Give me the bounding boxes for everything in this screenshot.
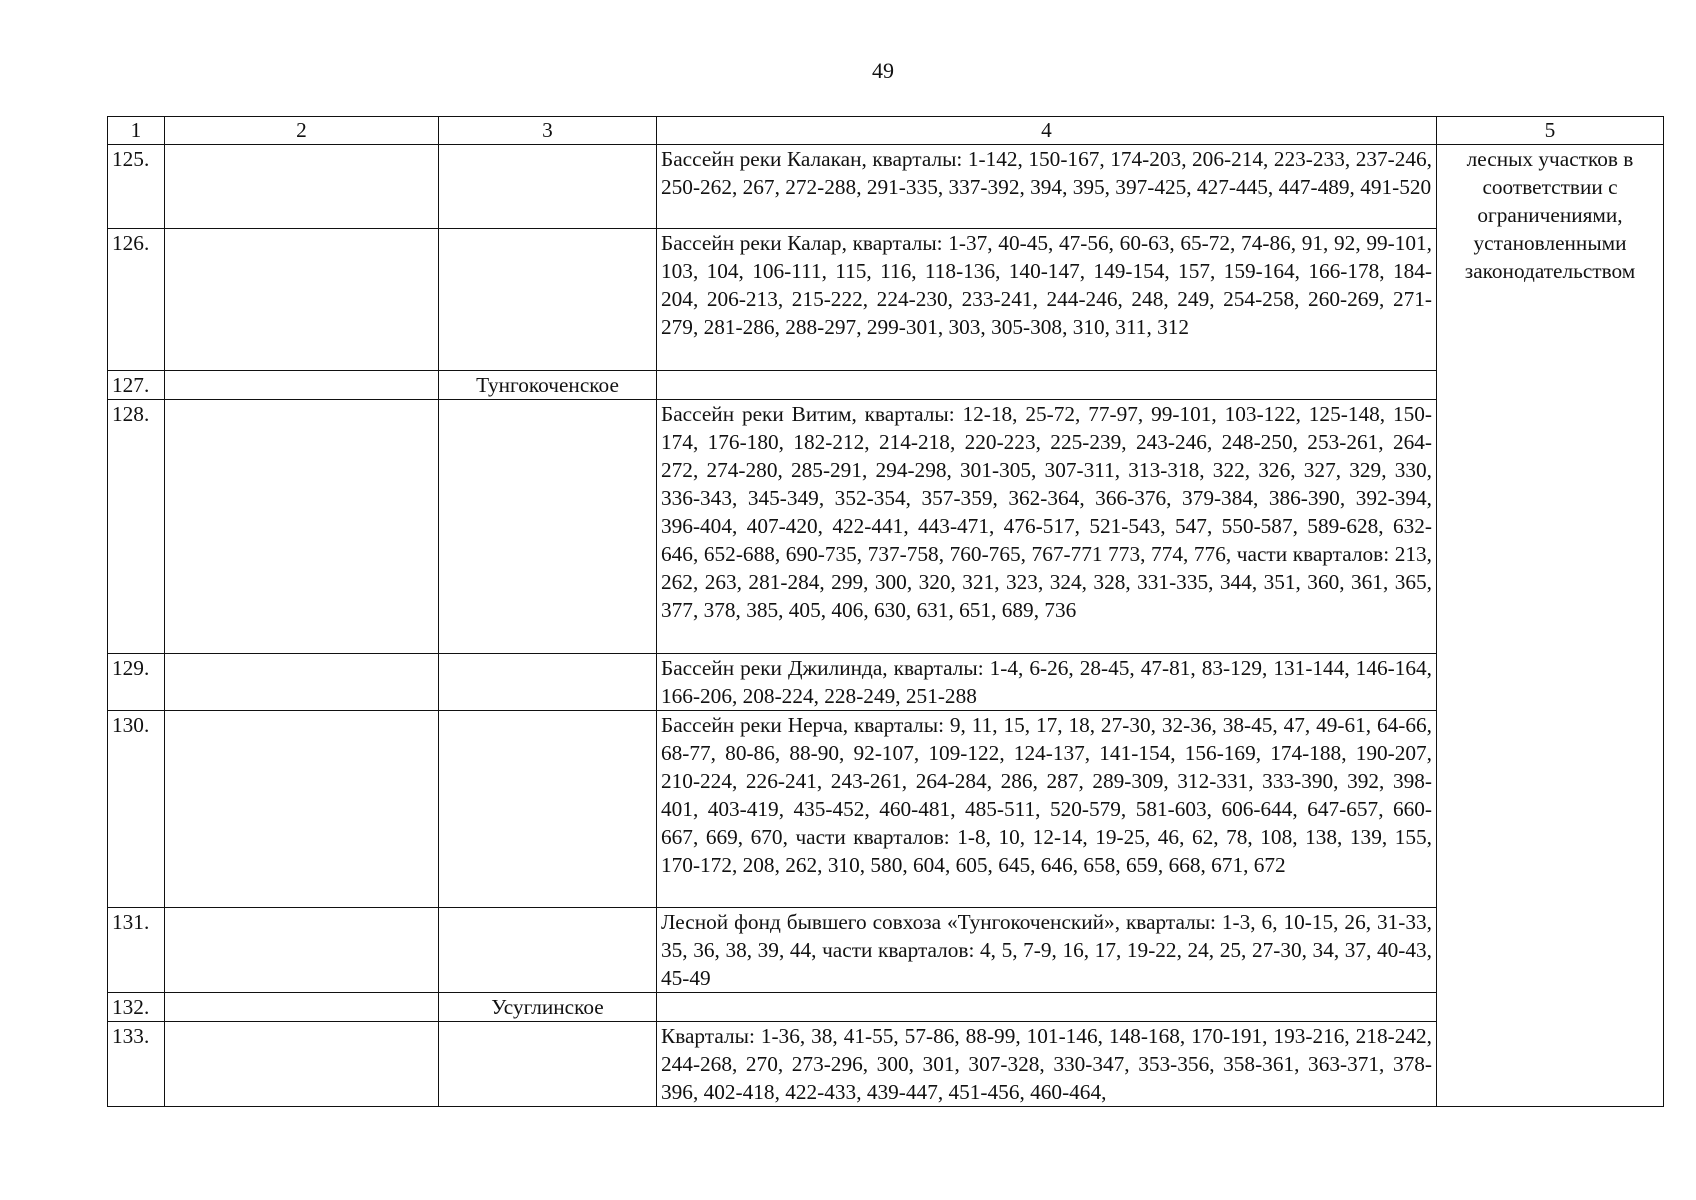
row-number: 133. <box>108 1022 165 1107</box>
column-header: 2 <box>165 117 439 145</box>
row-area <box>439 229 657 371</box>
table-row <box>108 711 1664 908</box>
row-description: Кварталы: 1-36, 38, 41-55, 57-86, 88-99, 101-146, 148-168, 170-191, 193-216, 218-242, 244-268, 270, 273-296, 300, 301, 307-328, 330-347, 353-356, 358-361, 363-371, 378-396, 402-418, 422-433, 439-447, 451-456, 460-464, <box>657 1022 1437 1107</box>
row-number: 127. <box>108 371 165 400</box>
row-description <box>657 993 1437 1022</box>
row-col2 <box>165 908 439 993</box>
row-description <box>657 371 1437 400</box>
row-col2 <box>165 229 439 371</box>
restrictions-note: лесных участков в соответствии с ограничениями, установленными законодательством <box>1437 145 1664 1107</box>
table-row <box>108 654 1664 711</box>
row-area: Тунгокоченское <box>439 371 657 400</box>
column-header: 3 <box>439 117 657 145</box>
row-col2 <box>165 371 439 400</box>
table-row <box>108 400 1664 654</box>
column-header: 5 <box>1437 117 1664 145</box>
row-number: 125. <box>108 145 165 229</box>
table-row <box>108 993 1664 1022</box>
column-header: 1 <box>108 117 165 145</box>
row-description: Бассейн реки Витим, кварталы: 12-18, 25-72, 77-97, 99-101, 103-122, 125-148, 150-174, 176-180, 182-212, 214-218, 220-223, 225-239, 243-246, 248-250, 253-261, 264-272, 274-280, 285-291, 294-298, 301-305, 307-311, 313-318, 322, 326, 327, 329, 330, 336-343, 345-349, 352-354, 357-359, 362-364, 366-376, 379-384, 386-390, 392-394, 396-404, 407-420, 422-441, 443-471, 476-517, 521-543, 547, 550-587, 589-628, 632-646, 652-688, 690-735, 737-758, 760-765, 767-771 773, 774, 776, части кварталов: 213, 262, 263, 281-284, 299, 300, 320, 321, 323, 324, 328, 331-335, 344, 351, 360, 361, 365, 377, 378, 385, 405, 406, 630, 631, 651, 689, 736 <box>657 400 1437 654</box>
row-area <box>439 145 657 229</box>
row-number: 126. <box>108 229 165 371</box>
row-area <box>439 1022 657 1107</box>
row-description: Лесной фонд бывшего совхоза «Тунгокоченский», кварталы: 1-3, 6, 10-15, 26, 31-33, 35, 36, 38, 39, 44, части кварталов: 4, 5, 7-9, 16, 17, 19-22, 24, 25, 27-30, 34, 37, 40-43, 45-49 <box>657 908 1437 993</box>
table-row <box>108 229 1664 371</box>
table-row <box>108 145 1664 229</box>
table-row <box>108 1022 1664 1107</box>
row-col2 <box>165 145 439 229</box>
row-col2 <box>165 654 439 711</box>
row-number: 129. <box>108 654 165 711</box>
row-description: Бассейн реки Нерча, кварталы: 9, 11, 15, 17, 18, 27-30, 32-36, 38-45, 47, 49-61, 64-66, 68-77, 80-86, 88-90, 92-107, 109-122, 124-137, 141-154, 156-169, 174-188, 190-207, 210-224, 226-241, 243-261, 264-284, 286, 287, 289-309, 312-331, 333-390, 392, 398-401, 403-419, 435-452, 460-481, 485-511, 520-579, 581-603, 606-644, 647-657, 660-667, 669, 670, части кварталов: 1-8, 10, 12-14, 19-25, 46, 62, 78, 108, 138, 139, 155, 170-172, 208, 262, 310, 580, 604, 605, 645, 646, 658, 659, 668, 671, 672 <box>657 711 1437 908</box>
table-row <box>108 908 1664 993</box>
column-header: 4 <box>657 117 1437 145</box>
row-description: Бассейн реки Джилинда, кварталы: 1-4, 6-26, 28-45, 47-81, 83-129, 131-144, 146-164, 166-206, 208-224, 228-249, 251-288 <box>657 654 1437 711</box>
row-col2 <box>165 711 439 908</box>
row-area: Усуглинское <box>439 993 657 1022</box>
page-number: 49 <box>872 58 894 83</box>
row-area <box>439 908 657 993</box>
row-number: 128. <box>108 400 165 654</box>
row-number: 131. <box>108 908 165 993</box>
row-description: Бассейн реки Калар, кварталы: 1-37, 40-45, 47-56, 60-63, 65-72, 74-86, 91, 92, 99-101, 103, 104, 106-111, 115, 116, 118-136, 140-147, 149-154, 157, 159-164, 166-178, 184-204, 206-213, 215-222, 224-230, 233-241, 244-246, 248, 249, 254-258, 260-269, 271-279, 281-286, 288-297, 299-301, 303, 305-308, 310, 311, 312 <box>657 229 1437 371</box>
row-number: 130. <box>108 711 165 908</box>
row-description: Бассейн реки Калакан, кварталы: 1-142, 150-167, 174-203, 206-214, 223-233, 237-246, 250-262, 267, 272-288, 291-335, 337-392, 394, 395, 397-425, 427-445, 447-489, 491-520 <box>657 145 1437 229</box>
table-header-row <box>108 117 1664 145</box>
row-col2 <box>165 993 439 1022</box>
row-col2 <box>165 1022 439 1107</box>
row-area <box>439 711 657 908</box>
row-number: 132. <box>108 993 165 1022</box>
forest-districts-table <box>107 116 1664 1107</box>
row-area <box>439 400 657 654</box>
row-area <box>439 654 657 711</box>
row-col2 <box>165 400 439 654</box>
table-row <box>108 371 1664 400</box>
